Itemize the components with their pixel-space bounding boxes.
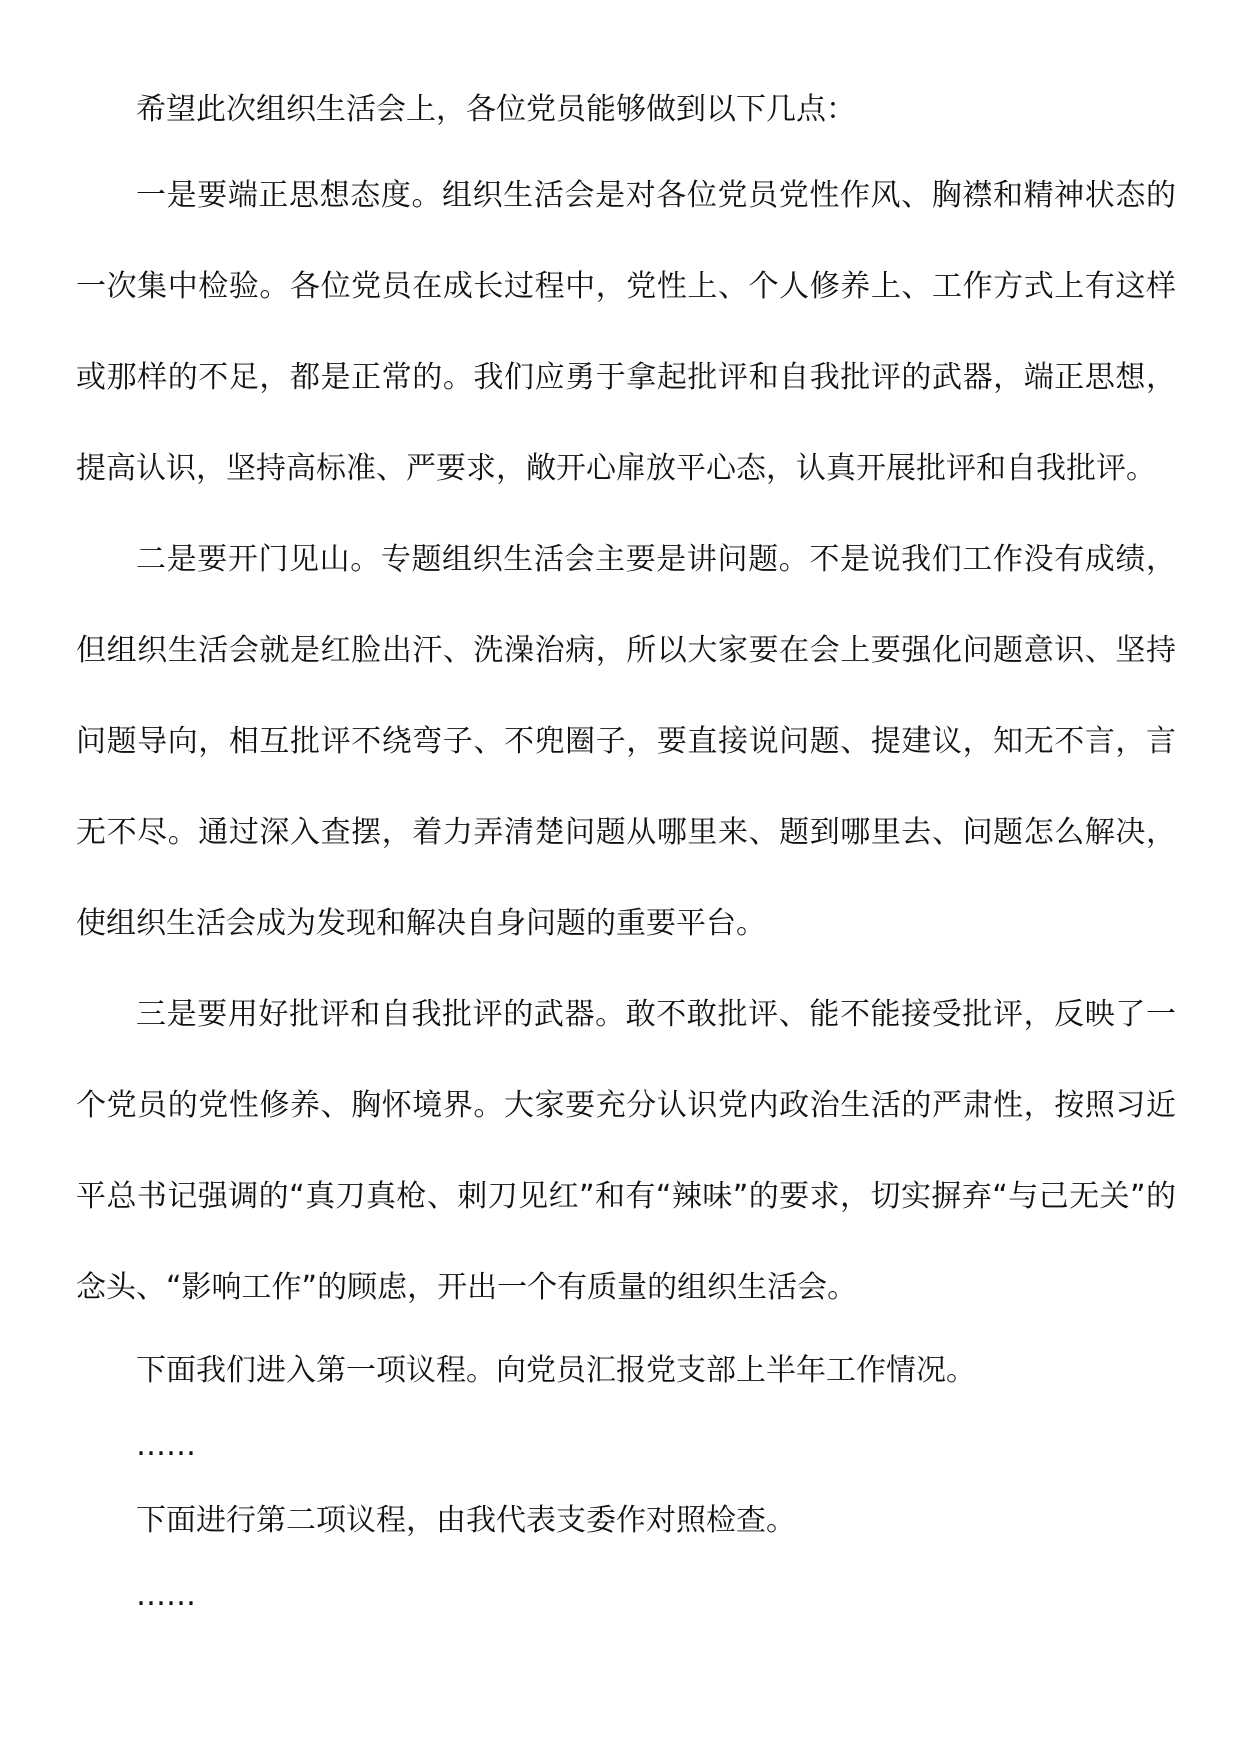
paragraph-point-three: 三是要用好批评和自我批评的武器。敢不敢批评、能不能接受批评，反映了一个党员的党性修养、胸怀境界。大家要充分认识党内政治生活的严肃性，按照习近平总书记强调的“真刀真枪、刺刀见红”和有“辣味”的要求，切实摒弃“与己无关”的念头、“影响工作”的顾虑，开出一个有质量的组织生活会。 [76,997,1176,1305]
paragraph-agenda-two: 下面进行第二项议程，由我代表支委作对照检查。 [136,1503,796,1538]
paragraph-point-one: 一是要端正思想态度。组织生活会是对各位党员党性作风、胸襟和精神状态的一次集中检验。各位党员在成长过程中，党性上、个人修养上、工作方式上有这样或那样的不足，都是正常的。我们应勇于拿起批评和自我批评的武器，端正思想，提高认识，坚持高标准、严要求，敞开心扉放平心态，认真开展批评和自我批评。 [76,178,1176,486]
paragraph-ellipsis-two: …… [136,1578,196,1613]
paragraph-point-two: 二是要开门见山。专题组织生活会主要是讲问题。不是说我们工作没有成绩，但组织生活会就是红脸出汗、洗澡治病，所以大家要在会上要强化问题意识、坚持问题导向，相互批评不绕弯子、不兜圈子，要直接说问题、提建议，知无不言，言无不尽。通过深入查摆，着力弄清楚问题从哪里来、题到哪里去、问题怎么解决，使组织生活会成为发现和解决自身问题的重要平台。 [76,542,1176,941]
paragraph-intro: 希望此次组织生活会上，各位党员能够做到以下几点： [136,92,856,127]
paragraph-ellipsis-one: …… [136,1428,196,1463]
paragraph-agenda-one: 下面我们进入第一项议程。向党员汇报党支部上半年工作情况。 [136,1353,976,1388]
document-body [76,80,1176,1633]
